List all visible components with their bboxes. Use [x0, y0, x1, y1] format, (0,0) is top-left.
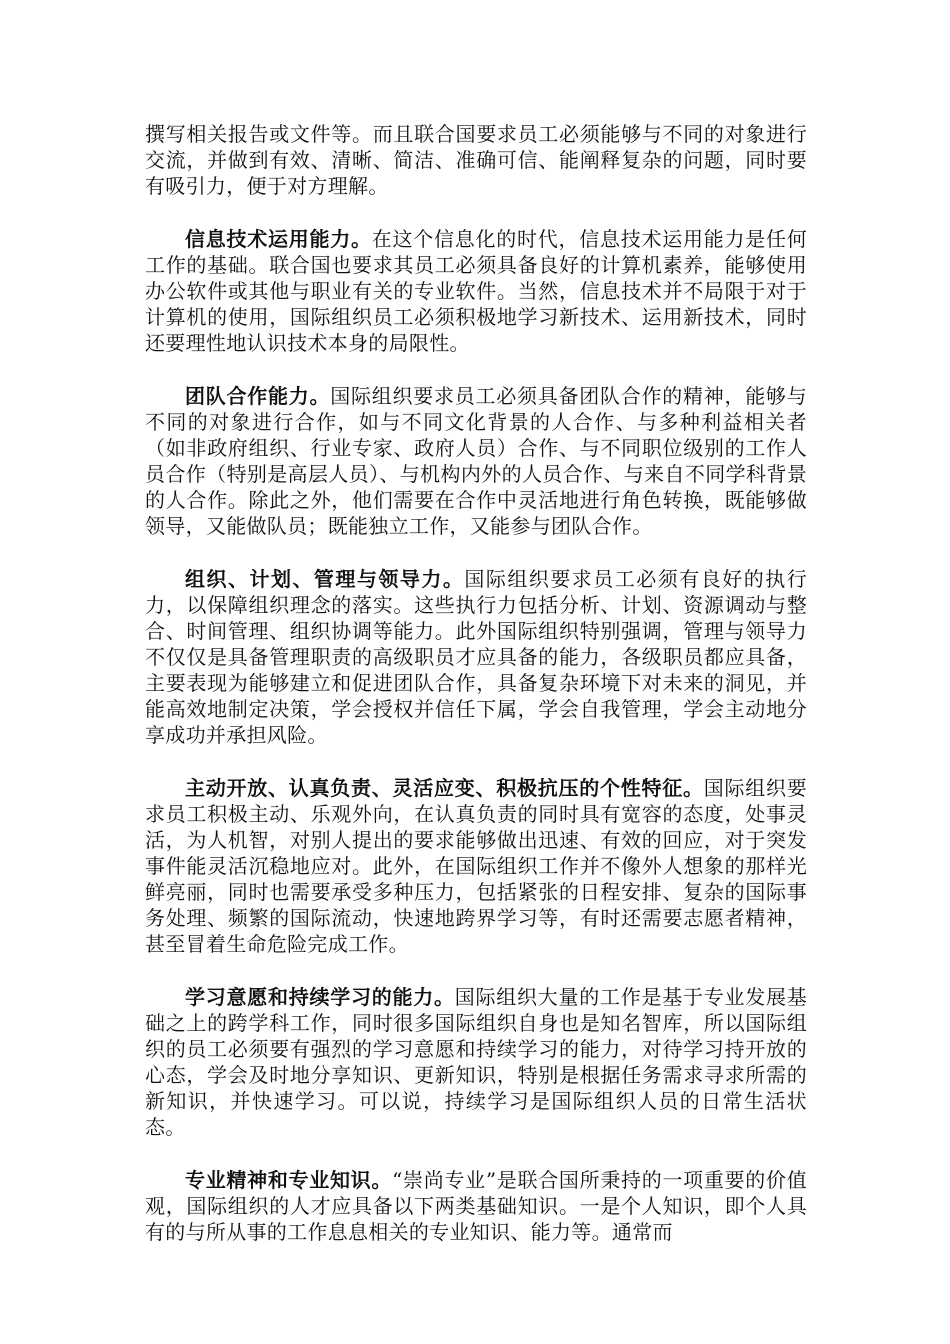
- paragraph-personality: [145, 775, 807, 957]
- paragraph-text: “崇尚专业”是联合国所秉持的一项重要的价值观，国际组织的人才应具备以下两类基础知识。一是个人知识，即个人具有的与所从事的工作息息相关的专业知识、能力等。通常而: [145, 1168, 808, 1244]
- paragraph-text: 撰写相关报告或文件等。而且联合国要求员工必须能够与不同的对象进行交流，并做到有效、清晰、简洁、准确可信、能阐释复杂的问题，同时要有吸引力，便于对方理解。: [145, 122, 807, 198]
- paragraph-text: 国际组织要求员工积极主动、乐观外向，在认真负责的同时具有宽容的态度，处事灵活，为人机智，对别人提出的要求能够做出迅速、有效的回应，对于突发事件能灵活沉稳地应对。此外，在国际组织工作并不像外人想象的那样光鲜亮丽，同时也需要承受多种压力，包括紧张的日程安排、复杂的国际事务处理、频繁的国际流动，快速地跨界学习等，有时还需要志愿者精神，甚至冒着生命危险完成工作。: [145, 776, 808, 956]
- paragraph-leadership: [145, 566, 807, 748]
- paragraph-lead: 信息技术运用能力。: [185, 227, 372, 251]
- paragraph-lead: 组织、计划、管理与领导力。: [185, 567, 465, 591]
- paragraph-lead: 团队合作能力。: [185, 384, 331, 408]
- paragraph-text: 国际组织要求员工必须具备团队合作的精神，能够与不同的对象进行合作，如与不同文化背景的人合作、与多种利益相关者（如非政府组织、行业专家、政府人员）合作、与不同职位级别的工作人员合作（特别是高层人员）、与机构内外的人员合作、与来自不同学科背景的人合作。除此之外，他们需要在合作中灵活地进行角色转换，既能够做领导，又能做队员；既能独立工作，又能参与团队合作。: [145, 384, 807, 538]
- paragraph-learning: [145, 984, 807, 1140]
- paragraph-communication-continued: [145, 121, 807, 199]
- paragraph-professionalism: [145, 1167, 807, 1245]
- paragraph-teamwork: [145, 383, 807, 539]
- paragraph-lead: 专业精神和专业知识。: [185, 1168, 393, 1192]
- paragraph-lead: 学习意愿和持续学习的能力。: [185, 985, 455, 1009]
- paragraph-lead: 主动开放、认真负责、灵活应变、积极抗压的个性特征。: [185, 776, 704, 800]
- document-body: [145, 121, 807, 1272]
- paragraph-it-skills: [145, 226, 807, 356]
- paragraph-text: 在这个信息化的时代，信息技术运用能力是任何工作的基础。联合国也要求其员工必须具备良好的计算机素养，能够使用办公软件或其他与职业有关的专业软件。当然，信息技术并不局限于对于计算机的使用，国际组织员工必须积极地学习新技术、运用新技术，同时还要理性地认识技术本身的局限性。: [145, 227, 807, 355]
- paragraph-text: 国际组织大量的工作是基于专业发展基础之上的跨学科工作，同时很多国际组织自身也是知名智库，所以国际组织的员工必须要有强烈的学习意愿和持续学习的能力，对待学习持开放的心态，学会及时地分享知识、更新知识，特别是根据任务需求寻求所需的新知识，并快速学习。可以说，持续学习是国际组织人员的日常生活状态。: [145, 985, 807, 1139]
- paragraph-text: 国际组织要求员工必须有良好的执行力，以保障组织理念的落实。这些执行力包括分析、计划、资源调动与整合、时间管理、组织协调等能力。此外国际组织特别强调，管理与领导力不仅仅是具备管理职责的高级职员才应具备的能力，各级职员都应具备，主要表现为能够建立和促进团队合作，具备复杂环境下对未来的洞见，并能高效地制定决策，学会授权并信任下属，学会自我管理，学会主动地分享成功并承担风险。: [145, 567, 807, 747]
